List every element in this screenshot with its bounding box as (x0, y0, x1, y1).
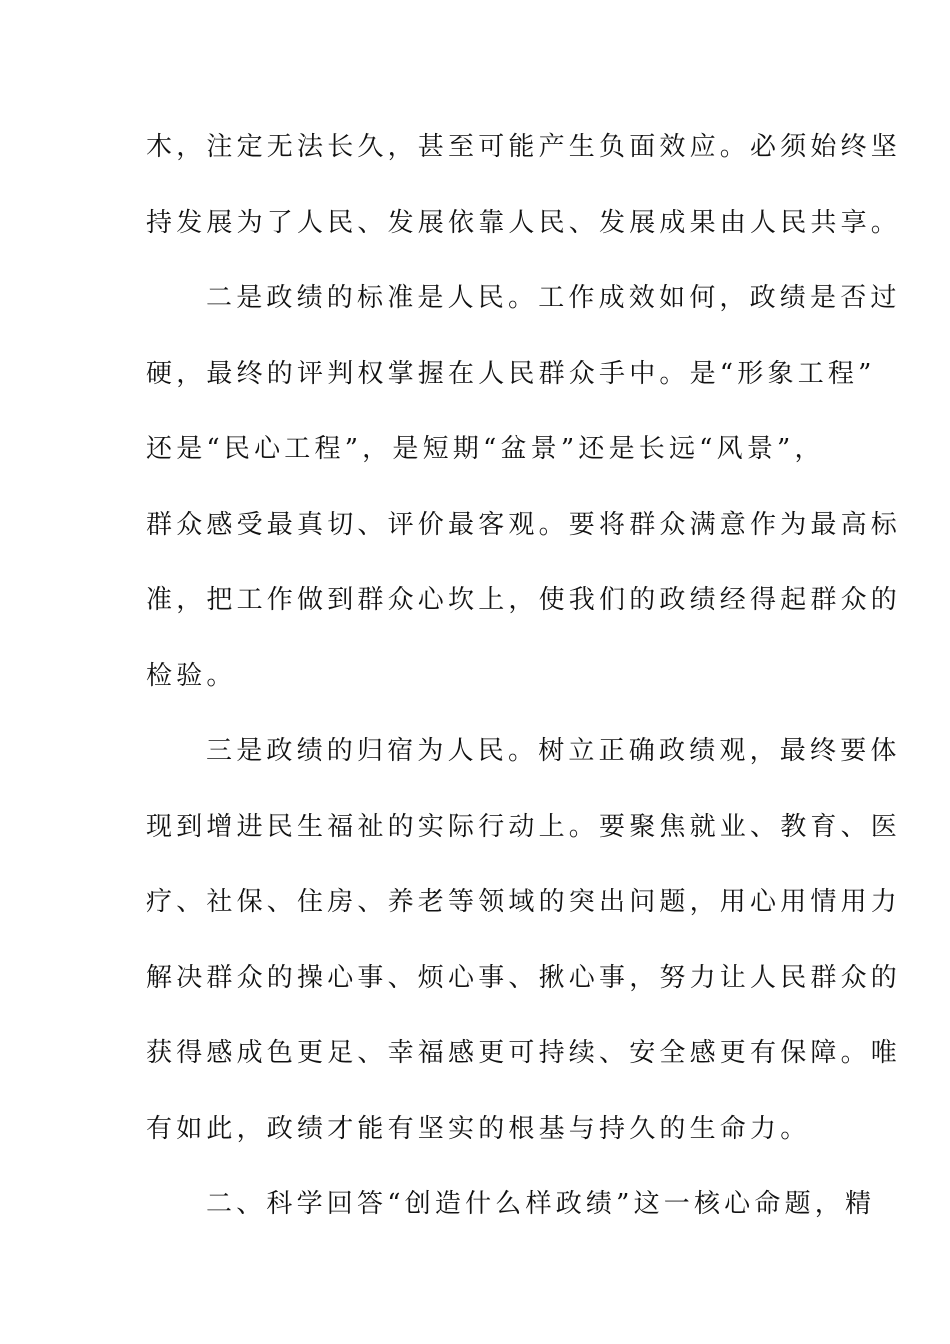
text-line: 准，把工作做到群众心坎上，使我们的政绩经得起群众的 (146, 585, 902, 615)
text-line: 硬，最终的评判权掌握在人民群众手中。是“形象工程” (146, 358, 876, 389)
text-line: 解决群众的操心事、烦心事、揪心事，努力让人民群众的 (146, 962, 902, 993)
text-line: 疗、社保、住房、养老等领域的突出问题，用心用情用力 (146, 887, 902, 917)
text-line: 有如此，政绩才能有坚实的根基与持久的生命力。 (146, 1113, 811, 1144)
paragraph-start-line: 二是政绩的标准是人民。工作成效如何，政绩是否过 (206, 283, 901, 313)
text-line: 持发展为了人民、发展依靠人民、发展成果由人民共享。 (146, 207, 902, 238)
section-heading-line: 二、科学回答“创造什么样政绩”这一核心命题，精 (206, 1189, 876, 1219)
text-line: 还是“民心工程”，是短期“盆景”还是长远“风景”， (146, 434, 825, 464)
body-text (146, 110, 902, 1243)
text-line: 获得感成色更足、幸福感更可持续、安全感更有保障。唯 (146, 1038, 902, 1068)
paragraph-start-line: 三是政绩的归宿为人民。树立正确政绩观，最终要体 (206, 736, 901, 766)
text-line: 群众感受最真切、评价最客观。要将群众满意作为最高标 (146, 509, 902, 540)
text-line: 木，注定无法长久，甚至可能产生负面效应。必须始终坚 (146, 132, 902, 162)
text-line: 检验。 (146, 660, 237, 691)
text-line: 现到增进民生福祉的实际行动上。要聚焦就业、教育、医 (146, 811, 902, 842)
